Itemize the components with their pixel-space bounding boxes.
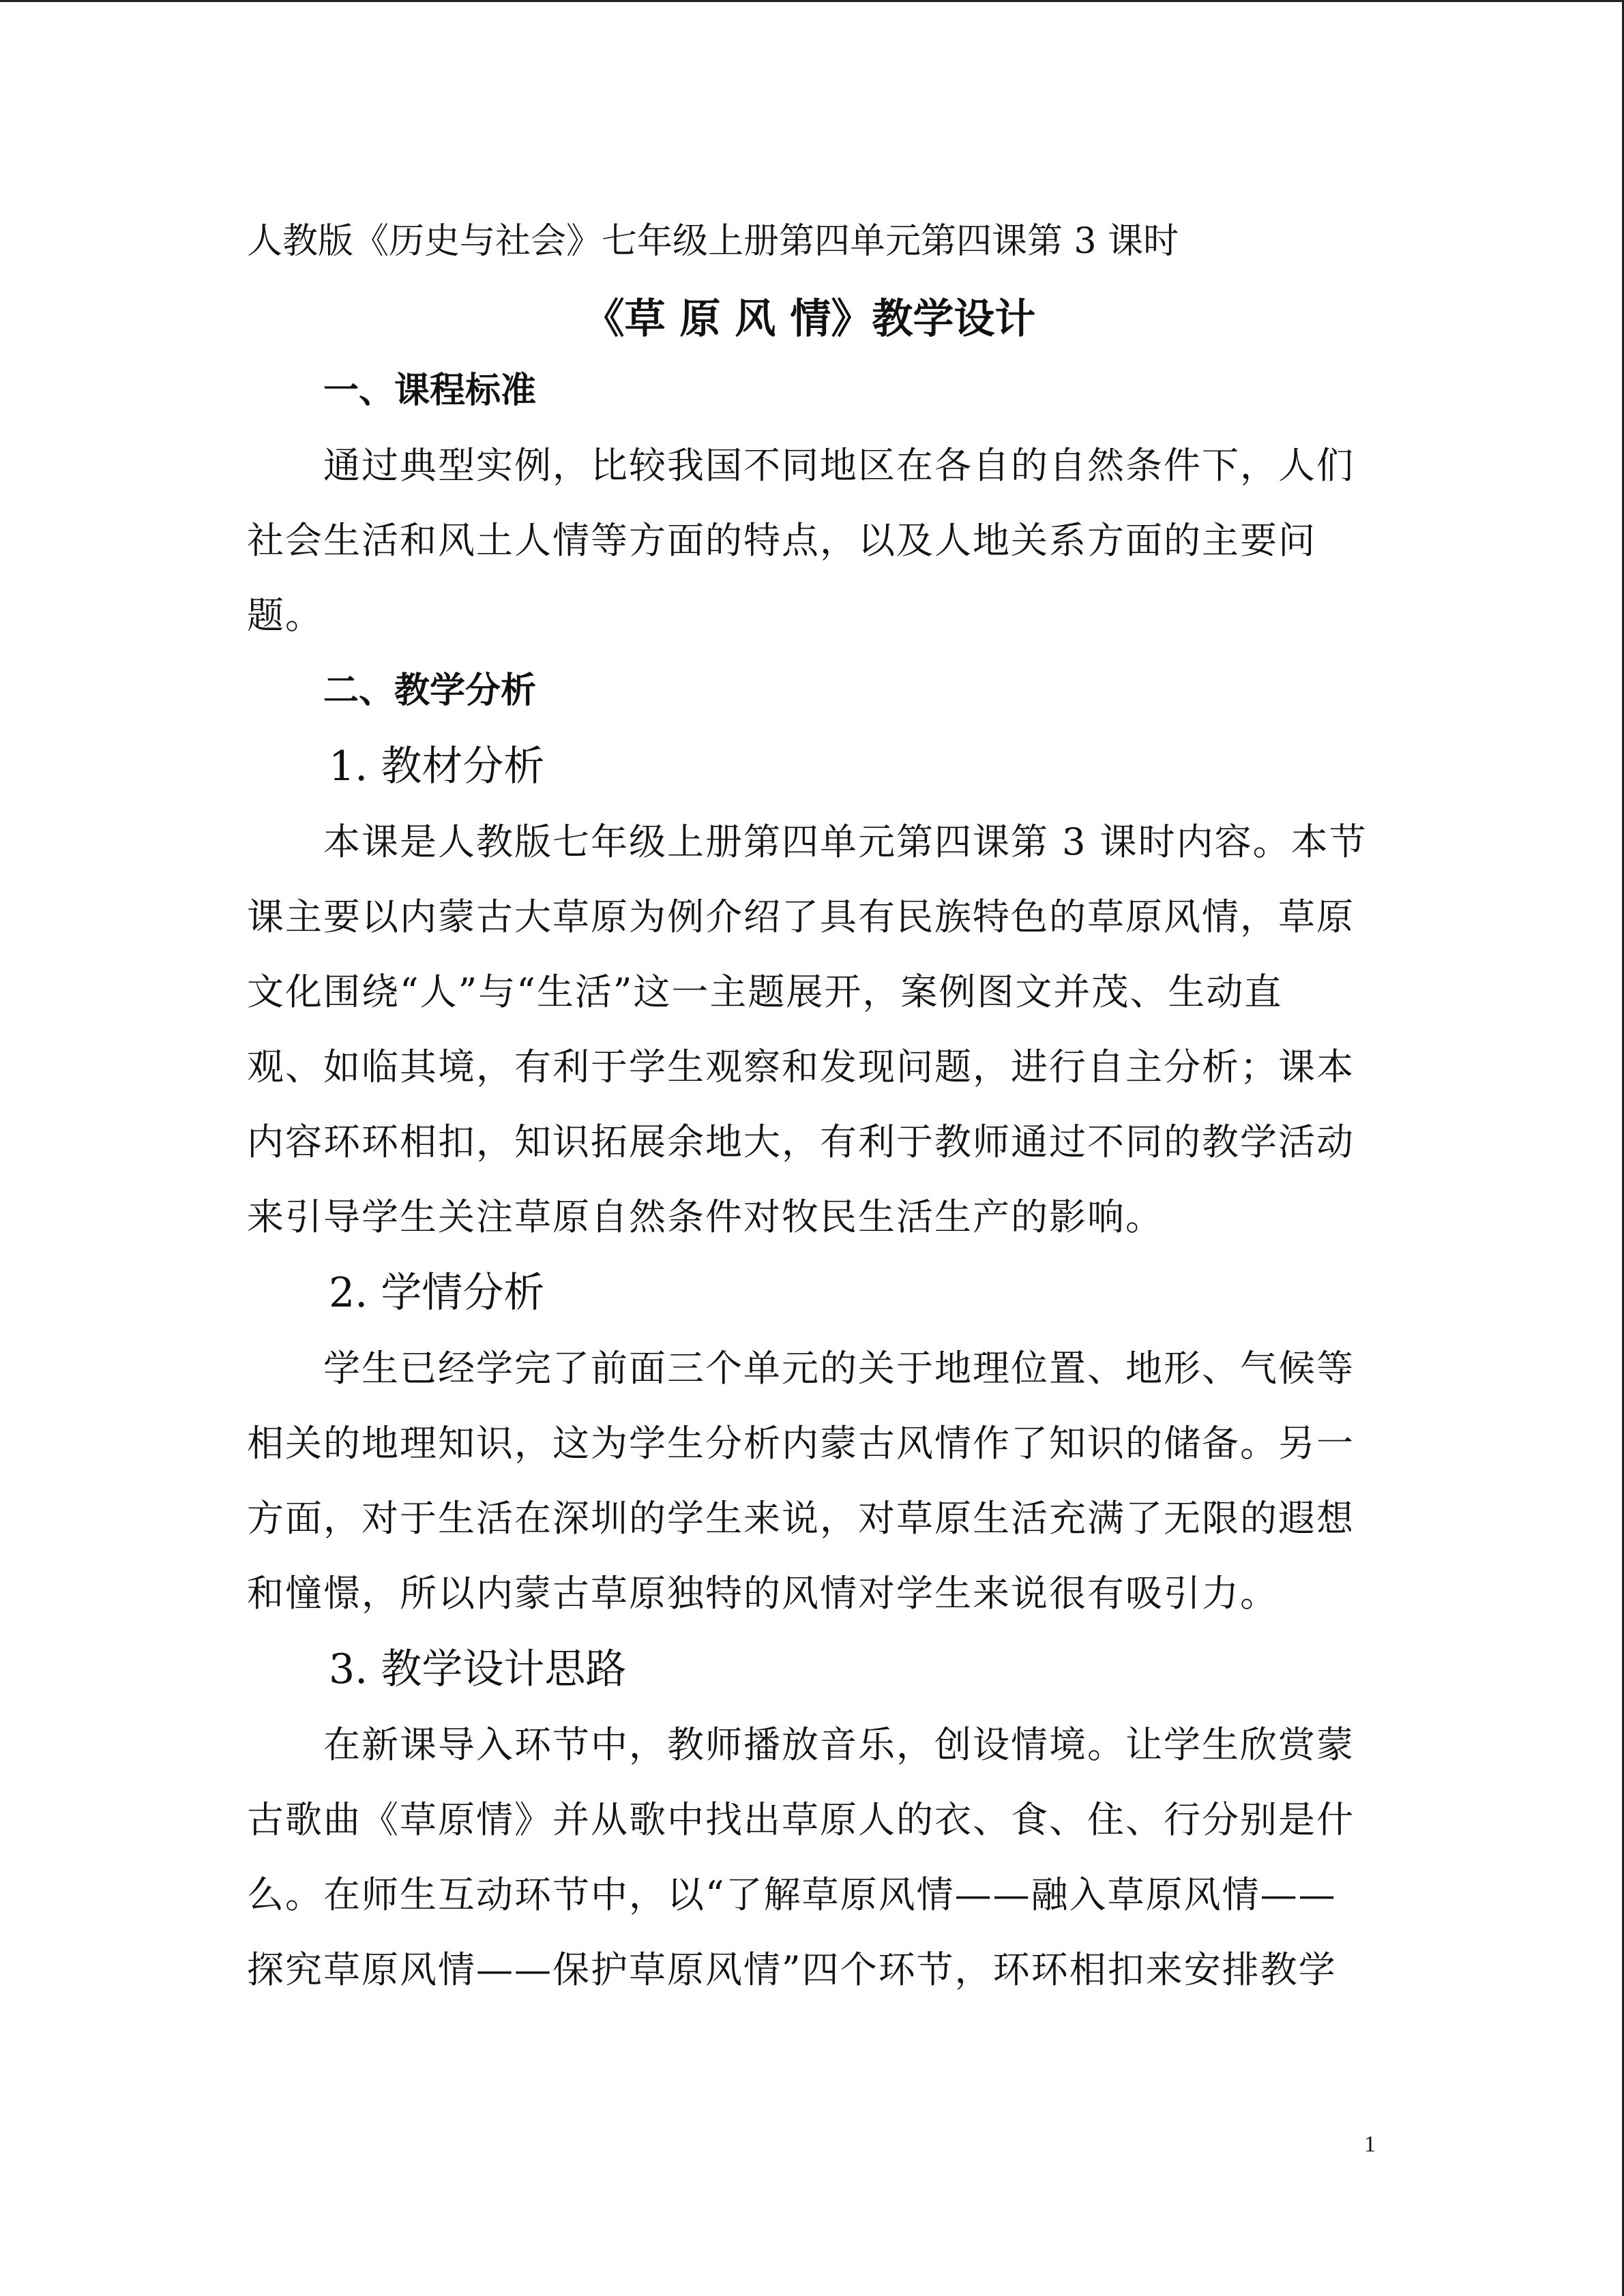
paragraph-line: 课主要以内蒙古大草原为例介绍了具有民族特色的草原风情，草原	[247, 895, 1355, 938]
paragraph-line: 观、如临其境，有利于学生观察和发现问题，进行自主分析；课本	[247, 1045, 1355, 1088]
subheading-student-analysis: 2. 学情分析	[329, 1269, 545, 1317]
paragraph-line: 通过典型实例，比较我国不同地区在各自的自然条件下，人们	[323, 444, 1355, 487]
paragraph-line: 方面，对于生活在深圳的学生来说，对草原生活充满了无限的遐想	[247, 1497, 1355, 1540]
paragraph-line: 题。	[247, 594, 323, 637]
paragraph-course-standard	[247, 428, 1359, 653]
page-number: 1	[1364, 2132, 1376, 2157]
paragraph-line: 和憧憬，所以内蒙古草原独特的风情对学生来说很有吸引力。	[247, 1572, 1278, 1615]
paragraph-line: 相关的地理知识，这为学生分析内蒙古风情作了知识的储备。另一	[247, 1422, 1355, 1465]
paragraph-line: 在新课导入环节中，教师播放音乐，创设情境。让学生欣赏蒙	[323, 1723, 1355, 1766]
section-heading-teaching-analysis: 二、教学分析	[323, 670, 537, 711]
paragraph-line: 文化围绕“人”与“生活”这一主题展开，案例图文并茂、生动直	[247, 970, 1283, 1013]
page-border-top	[0, 0, 1624, 2]
paragraph-design-approach	[247, 1708, 1359, 2008]
document-page	[247, 217, 1368, 2008]
paragraph-line: 社会生活和风土人情等方面的特点，以及人地关系方面的主要问	[247, 519, 1316, 562]
paragraph-line: 么。在师生互动环节中，以“了解草原风情——融入草原风情——	[247, 1873, 1337, 1916]
paragraph-student-analysis	[247, 1331, 1359, 1631]
document-title: 《草 原 风 情》教学设计	[583, 295, 1036, 343]
document-subtitle: 人教版《历史与社会》七年级上册第四单元第四课第 3 课时	[247, 221, 1179, 262]
section-heading-course-standard: 一、课程标准	[323, 370, 537, 411]
paragraph-line: 本课是人教版七年级上册第四单元第四课第 3 课时内容。本节	[323, 820, 1368, 863]
paragraph-line: 探究草原风情——保护草原风情”四个环节，环环相扣来安排教学	[247, 1948, 1337, 1991]
paragraph-textbook-analysis	[247, 805, 1368, 1255]
subheading-textbook-analysis: 1. 教材分析	[329, 743, 545, 790]
paragraph-line: 内容环环相扣，知识拓展余地大，有利于教师通过不同的教学活动	[247, 1120, 1355, 1163]
paragraph-line: 来引导学生关注草原自然条件对牧民生活生产的影响。	[247, 1195, 1164, 1238]
subheading-design-approach: 3. 教学设计思路	[329, 1645, 627, 1693]
paragraph-line: 学生已经学完了前面三个单元的关于地理位置、地形、气候等	[323, 1347, 1355, 1390]
paragraph-line: 古歌曲《草原情》并从歌中找出草原人的衣、食、住、行分别是什	[247, 1798, 1355, 1841]
